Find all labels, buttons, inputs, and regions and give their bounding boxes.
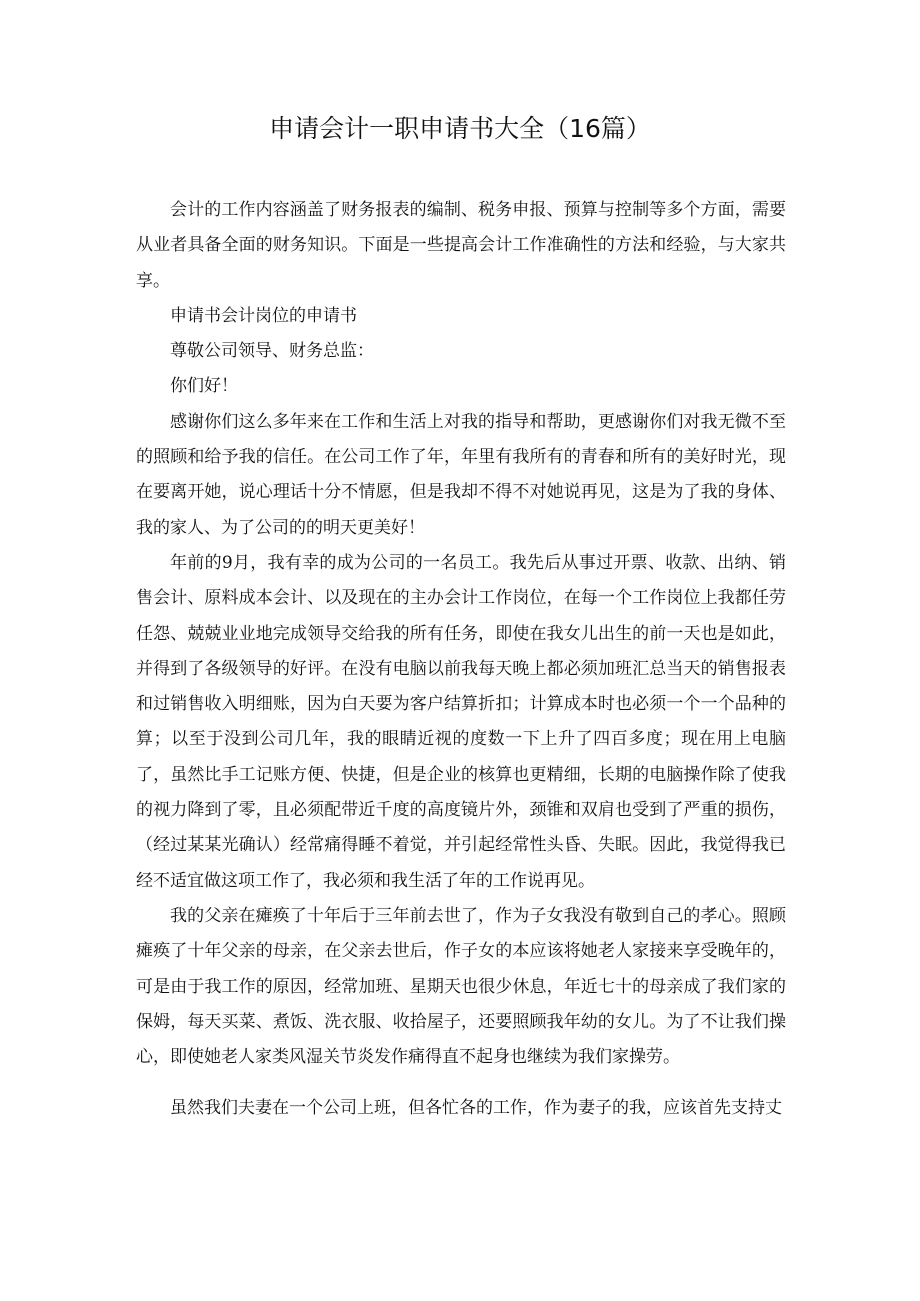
salutation: 尊敬公司领导、财务总监： [170, 341, 374, 362]
application-heading: 申请书会计岗位的申请书 [170, 305, 357, 326]
gratitude-paragraph: 感谢你们这么多年来在工作和生活上对我的指导和帮助，更感谢你们对我无微不至的照顾和给予我的信任。在公司工作了年，年里有我所有的青春和所有的美好时光，现在要离开她，说心理话十分不情愿，但是我却不得不对她说再见，这是为了我的身体、我的家人、为了公司的的明天更美好！ [136, 411, 786, 538]
document-body [136, 193, 786, 1127]
intro-paragraph: 会计的工作内容涵盖了财务报表的编制、税务申报、预算与控制等多个方面，需要从业者具备全面的财务知识。下面是一些提高会计工作准确性的方法和经验，与大家共享。 [136, 200, 786, 291]
work-history-paragraph: 年前的9月，我有幸的成为公司的一名员工。我先后从事过开票、收款、出纳、销售会计、原料成本会计、以及现在的主办会计工作岗位，在每一个工作岗位上我都任劳任怨、兢兢业业地完成领导交给我的所有任务，即使在我女儿出生的前一天也是如此，并得到了各级领导的好评。在没有电脑以前我每天晚上都必须加班汇总当天的销售报表和过销售收入明细账，因为白天要为客户结算折扣；计算成本时也必须一个一个品种的算；以至于没到公司几年，我的眼睛近视的度数一下上升了四百多度；现在用上电脑了，虽然比手工记账方便、快捷，但是企业的核算也更精细，长期的电脑操作除了使我的视力降到了零，且必须配带近千度的高度镜片外，颈锥和双肩也受到了严重的损伤，（经过某某光确认）经常痛得睡不着觉，并引起经常性头昏、失眠。因此，我觉得我已经不适宜做这项工作了，我必须和我生活了年的工作说再见。 [136, 552, 786, 891]
spouse-paragraph: 虽然我们夫妻在一个公司上班，但各忙各的工作，作为妻子的我，应该首先支持丈 [170, 1098, 782, 1119]
greeting: 你们好！ [170, 376, 238, 397]
family-paragraph: 我的父亲在瘫痪了十年后于三年前去世了，作为子女我没有敬到自己的孝心。照顾瘫痪了十年父亲的母亲，在父亲去世后，作子女的本应该将她老人家接来享受晚年的，可是由于我工作的原因，经常加班、星期天也很少休息，年近七十的母亲成了我们家的保姆，每天买菜、煮饭、洗衣服、收拾屋子，还要照顾我年幼的女儿。为了不让我们操心，即使她老人家类风湿关节炎发作痛得直不起身也继续为我们家操劳。 [136, 905, 786, 1068]
document-title: 申请会计一职申请书大全（16篇） [269, 114, 651, 143]
